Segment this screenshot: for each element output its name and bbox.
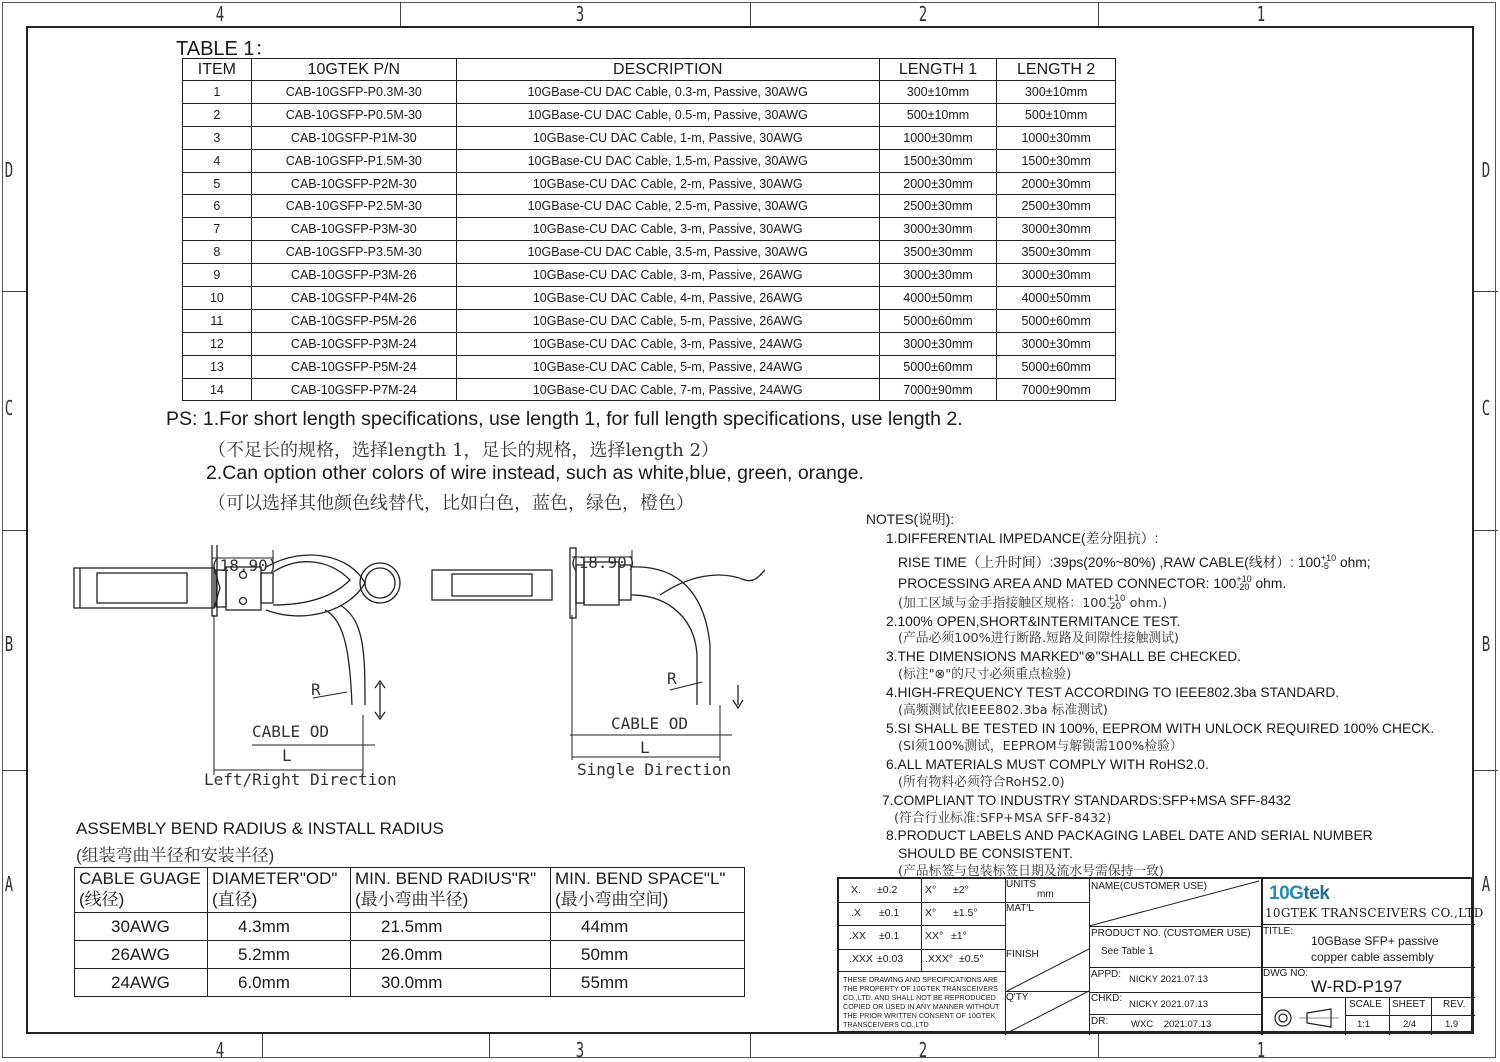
cell-item: 6 bbox=[183, 195, 252, 218]
cell-item: 1 bbox=[183, 81, 252, 104]
table-row bbox=[183, 264, 1116, 287]
zone-label-top: 3 bbox=[575, 2, 585, 26]
header-diameter bbox=[208, 868, 351, 913]
note-7: 7.COMPLIANT TO INDUSTRY STANDARDS:SFP+MSA SFF-8432 bbox=[882, 792, 1292, 808]
revision-label: REV. bbox=[1443, 999, 1466, 1010]
drawing-number-label: DWG NO: bbox=[1263, 968, 1308, 979]
cell-item: 8 bbox=[183, 241, 252, 264]
cell-length2: 4000±50mm bbox=[997, 287, 1116, 310]
drawing-title-line2: copper cable assembly bbox=[1311, 950, 1434, 964]
cell-description: 10GBase-CU DAC Cable, 5-m, Passive, 26AWG bbox=[456, 309, 879, 332]
sheet-label: SHEET bbox=[1392, 999, 1426, 1010]
drain-wire bbox=[660, 570, 765, 595]
scale-label: SCALE bbox=[1349, 999, 1382, 1010]
cell-item: 2 bbox=[183, 103, 252, 126]
tol-linear-3-value: ±0.03 bbox=[877, 953, 904, 965]
table-row bbox=[183, 103, 1116, 126]
cell-length1: 3000±30mm bbox=[879, 264, 997, 287]
drawn-value: WXC 2021.07.13 bbox=[1131, 1019, 1212, 1030]
tol-angular-1-value: ±1.5° bbox=[953, 907, 978, 919]
note-4: 4.HIGH-FREQUENCY TEST ACCORDING TO IEEE802.3ba STANDARD. bbox=[886, 685, 1340, 701]
zone-label-side: A bbox=[4, 872, 14, 896]
cell-item: 7 bbox=[183, 218, 252, 241]
cell-item: 12 bbox=[183, 332, 252, 355]
header-cn: (线径) bbox=[79, 890, 125, 909]
zone-label-side: C bbox=[1481, 396, 1491, 420]
cell-length1: 3500±30mm bbox=[879, 241, 997, 264]
cell-description: 10GBase-CU DAC Cable, 1.5-m, Passive, 30AWG bbox=[456, 149, 879, 172]
table-row bbox=[183, 241, 1116, 264]
ps-note-1: PS: 1.For short length specifications, use length 1, for full length specifications, use length 2. bbox=[166, 408, 963, 430]
right-dimension-label: (18.90) bbox=[569, 553, 637, 572]
bend-row bbox=[75, 941, 745, 969]
cell-length2: 2500±30mm bbox=[997, 195, 1116, 218]
zone-divider bbox=[750, 2, 751, 26]
note-5: 5.SI SHALL BE TESTED IN 100%, EEPROM WITH UNLOCK REQUIRED 100% CHECK. bbox=[886, 720, 1435, 736]
cell-length2: 3000±30mm bbox=[997, 264, 1116, 287]
cell-length1: 3000±30mm bbox=[879, 218, 997, 241]
note-8-cont: SHOULD BE CONSISTENT. bbox=[898, 846, 1073, 862]
note-6-cn: (所有物料必须符合RoHS2.0) bbox=[898, 774, 1065, 790]
tol-linear-1: .X bbox=[851, 907, 861, 919]
cell-part-number: CAB-10GSFP-P3M-26 bbox=[251, 264, 456, 287]
cell-description: 10GBase-CU DAC Cable, 0.3-m, Passive, 30AWG bbox=[456, 81, 879, 104]
cell-bend-space: 44mm bbox=[551, 913, 745, 941]
zone-label-side: D bbox=[4, 158, 14, 182]
zone-divider bbox=[2, 530, 26, 531]
zone-label-top: 1 bbox=[1256, 2, 1266, 26]
zone-label-side: A bbox=[1481, 872, 1491, 896]
right-drawing-caption: Single Direction bbox=[577, 760, 732, 779]
table-row bbox=[183, 332, 1116, 355]
note-text: PROCESSING AREA AND MATED CONNECTOR: 100 bbox=[898, 575, 1237, 591]
cell-description: 10GBase-CU DAC Cable, 2.5-m, Passive, 30AWG bbox=[456, 195, 879, 218]
table-row bbox=[183, 149, 1116, 172]
cell-length1: 1000±30mm bbox=[879, 126, 997, 149]
zone-divider bbox=[1098, 1034, 1099, 1058]
note-8: 8.PRODUCT LABELS AND PACKAGING LABEL DATE AND SERIAL NUMBER bbox=[886, 828, 1373, 844]
sfp-module-body bbox=[74, 568, 214, 608]
drawn-label: DR: bbox=[1091, 1016, 1109, 1027]
cell-bend-radius: 21.5mm bbox=[351, 913, 551, 941]
header-cable-gauge bbox=[75, 868, 208, 913]
cell-part-number: CAB-10GSFP-P3M-24 bbox=[251, 332, 456, 355]
notes-section bbox=[866, 511, 1434, 881]
cell-description: 10GBase-CU DAC Cable, 5-m, Passive, 24AWG bbox=[456, 355, 879, 378]
table-row bbox=[183, 172, 1116, 195]
cell-length2: 3500±30mm bbox=[997, 241, 1116, 264]
note-1-rise-time bbox=[866, 554, 1434, 572]
table-row bbox=[183, 81, 1116, 104]
note-2: 2.100% OPEN,SHORT&INTERMITANCE TEST. bbox=[886, 613, 1181, 629]
cell-description: 10GBase-CU DAC Cable, 7-m, Passive, 24AWG bbox=[456, 378, 879, 401]
cell-description: 10GBase-CU DAC Cable, 2-m, Passive, 30AWG bbox=[456, 172, 879, 195]
tol-angular-0: X° bbox=[925, 884, 937, 896]
zone-divider bbox=[1474, 770, 1498, 771]
tolerance-lower: -5 bbox=[1320, 560, 1329, 571]
header-cn: (最小弯曲空间) bbox=[555, 890, 669, 909]
cell-item: 9 bbox=[183, 264, 252, 287]
header-pn: 10GTEK P/N bbox=[251, 59, 456, 81]
cable-loop bbox=[273, 562, 350, 605]
module-label-area bbox=[97, 573, 187, 603]
ps-note-1-cn: （不足长的规格，选择length 1，足长的规格，选择length 2） bbox=[208, 440, 720, 461]
copyright-notice: THESE DRAWING AND SPECIFICATIONS ARE THE PROPERTY OF 10GTEK TRANSCEIVERS CO.,LTD. AND SHALL NOT BE REPRODUCED COPIED OR USED IN ANY MANNER WITHOUT THE PRIOR WRITTEN CONSENT OF 10GTEK TRANSCEIVERS CO.,LTD bbox=[843, 975, 1000, 1029]
product-no-label: PRODUCT NO. (CUSTOMER USE) bbox=[1091, 928, 1251, 939]
zone-divider bbox=[262, 1034, 263, 1058]
tol-linear-2: .XX bbox=[849, 930, 866, 942]
tol-linear-3: .XXX bbox=[849, 953, 873, 965]
cell-description: 10GBase-CU DAC Cable, 3-m, Passive, 30AWG bbox=[456, 218, 879, 241]
zone-label-side: C bbox=[4, 396, 14, 420]
cell-diameter: 6.0mm bbox=[208, 969, 351, 997]
left-radius-label: R bbox=[311, 680, 321, 699]
tol-angular-3-value: ±0.5° bbox=[959, 953, 984, 965]
zone-label-side: B bbox=[1481, 632, 1491, 656]
cell-part-number: CAB-10GSFP-P3M-30 bbox=[251, 218, 456, 241]
zone-divider bbox=[750, 1034, 751, 1058]
left-right-direction-drawing bbox=[60, 545, 420, 795]
tol-angular-0-value: ±2° bbox=[953, 884, 969, 896]
note-2-cn: (产品必须100%进行断路.短路及间隙性接触测试) bbox=[898, 631, 1179, 647]
cell-length1: 5000±60mm bbox=[879, 355, 997, 378]
cell-part-number: CAB-10GSFP-P2M-30 bbox=[251, 172, 456, 195]
bend-row bbox=[75, 913, 745, 941]
header-en: CABLE GUAGE bbox=[79, 869, 201, 888]
cell-item: 3 bbox=[183, 126, 252, 149]
table-row bbox=[183, 126, 1116, 149]
cell-item: 10 bbox=[183, 287, 252, 310]
checked-value: NICKY 2021.07.13 bbox=[1129, 999, 1209, 1010]
zone-divider bbox=[1474, 530, 1498, 531]
cell-description: 10GBase-CU DAC Cable, 3-m, Passive, 24AWG bbox=[456, 332, 879, 355]
tolerance-upper: +10 bbox=[1320, 552, 1337, 563]
zone-divider bbox=[489, 1034, 490, 1058]
checked-label: CHKD: bbox=[1091, 993, 1123, 1004]
table-row bbox=[183, 195, 1116, 218]
note-3: 3.THE DIMENSIONS MARKED"⊗"SHALL BE CHECKED. bbox=[886, 649, 1242, 665]
cell-length2: 300±10mm bbox=[997, 81, 1116, 104]
note-1-cn bbox=[866, 595, 1434, 613]
company-name: 10GTEK TRANSCEIVERS CO.,LTD bbox=[1265, 906, 1484, 920]
cell-gauge: 30AWG bbox=[75, 913, 208, 941]
finish-label: FINISH bbox=[1006, 949, 1039, 960]
ps-note-2: 2.Can option other colors of wire instead, such as white,blue, green, orange. bbox=[206, 462, 864, 484]
cell-length2: 500±10mm bbox=[997, 103, 1116, 126]
cell-bend-radius: 30.0mm bbox=[351, 969, 551, 997]
approved-label: APPD: bbox=[1091, 969, 1122, 980]
zone-label-bottom: 2 bbox=[918, 1038, 928, 1062]
tol-linear-2-value: ±0.1 bbox=[879, 930, 900, 942]
zone-divider bbox=[400, 2, 401, 26]
tol-linear-1-value: ±0.1 bbox=[879, 907, 900, 919]
cell-part-number: CAB-10GSFP-P3.5M-30 bbox=[251, 241, 456, 264]
note-8-cn: (产品标签与包装标签日期及流水号需保持一致) bbox=[898, 864, 1164, 880]
left-cable-od-label: CABLE OD bbox=[252, 722, 330, 741]
approved-value: NICKY 2021.07.13 bbox=[1129, 974, 1209, 985]
header-en: DIAMETER"OD" bbox=[212, 869, 338, 888]
cell-part-number: CAB-10GSFP-P2.5M-30 bbox=[251, 195, 456, 218]
header-bend-space bbox=[551, 868, 745, 913]
cell-length1: 300±10mm bbox=[879, 81, 997, 104]
cell-part-number: CAB-10GSFP-P7M-24 bbox=[251, 378, 456, 401]
company-logo bbox=[1269, 883, 1329, 905]
name-customer-label: NAME(CUSTOMER USE) bbox=[1091, 881, 1207, 892]
tol-angular-2-value: ±1° bbox=[951, 930, 967, 942]
header-description: DESCRIPTION bbox=[456, 59, 879, 81]
zone-label-bottom: 4 bbox=[215, 1038, 225, 1062]
note-6: 6.ALL MATERIALS MUST COMPLY WITH RoHS2.0. bbox=[886, 756, 1209, 772]
tol-angular-3: .XXX° bbox=[925, 953, 954, 965]
cell-description: 10GBase-CU DAC Cable, 0.5-m, Passive, 30AWG bbox=[456, 103, 879, 126]
right-length-label: L bbox=[640, 738, 650, 757]
note-text: (加工区域与金手指接触区规格：100 bbox=[898, 595, 1107, 611]
cell-part-number: CAB-10GSFP-P0.5M-30 bbox=[251, 103, 456, 126]
cell-description: 10GBase-CU DAC Cable, 1-m, Passive, 30AWG bbox=[456, 126, 879, 149]
table-row bbox=[183, 309, 1116, 332]
cell-length2: 7000±90mm bbox=[997, 378, 1116, 401]
cell-bend-space: 50mm bbox=[551, 941, 745, 969]
header-en: MIN. BEND RADIUS"R" bbox=[355, 869, 537, 888]
zone-divider bbox=[1098, 2, 1099, 26]
header-cn: (直径) bbox=[212, 890, 258, 909]
cell-length1: 5000±60mm bbox=[879, 309, 997, 332]
cell-length2: 5000±60mm bbox=[997, 309, 1116, 332]
table-row bbox=[183, 218, 1116, 241]
bend-row bbox=[75, 969, 745, 997]
tol-angular-1: X° bbox=[925, 907, 937, 919]
note-1-processing-area bbox=[866, 575, 1434, 593]
cell-length1: 3000±30mm bbox=[879, 332, 997, 355]
cell-part-number: CAB-10GSFP-P5M-26 bbox=[251, 309, 456, 332]
cell-item: 5 bbox=[183, 172, 252, 195]
drawing-title-line1: 10GBase SFP+ passive bbox=[1311, 934, 1439, 948]
tolerance-upper: +10 bbox=[1106, 593, 1126, 604]
product-no-value: See Table 1 bbox=[1101, 946, 1154, 957]
table-header-row bbox=[183, 59, 1116, 81]
cell-bend-radius: 26.0mm bbox=[351, 941, 551, 969]
zone-label-top: 2 bbox=[918, 2, 928, 26]
cell-length2: 2000±30mm bbox=[997, 172, 1116, 195]
cell-bend-space: 55mm bbox=[551, 969, 745, 997]
units-value: mm bbox=[1037, 889, 1054, 900]
single-direction-drawing bbox=[420, 545, 780, 795]
cell-diameter: 4.3mm bbox=[208, 913, 351, 941]
cell-part-number: CAB-10GSFP-P1M-30 bbox=[251, 126, 456, 149]
zone-divider bbox=[2, 291, 26, 292]
cell-part-number: CAB-10GSFP-P4M-26 bbox=[251, 287, 456, 310]
cell-gauge: 24AWG bbox=[75, 969, 208, 997]
header-en: MIN. BEND SPACE"L" bbox=[555, 869, 726, 888]
units-label: UNITS bbox=[1006, 879, 1036, 890]
tolerance-upper: +10 bbox=[1236, 573, 1252, 584]
title-label: TITLE: bbox=[1263, 926, 1294, 937]
quantity-label: Q'TY bbox=[1006, 992, 1029, 1003]
note-text: ohm.) bbox=[1125, 595, 1168, 611]
table1-title: TABLE 1： bbox=[176, 38, 275, 60]
material-label: MAT'L bbox=[1006, 903, 1034, 914]
zone-label-bottom: 1 bbox=[1256, 1038, 1266, 1062]
header-cn: (最小弯曲半径) bbox=[355, 890, 469, 909]
zone-divider bbox=[2, 770, 26, 771]
header-bend-radius bbox=[351, 868, 551, 913]
cell-length2: 1500±30mm bbox=[997, 149, 1116, 172]
note-7-cn: (符合行业标准:SFP+MSA SFF-8432) bbox=[894, 810, 1112, 826]
cell-item: 4 bbox=[183, 149, 252, 172]
cell-diameter: 5.2mm bbox=[208, 941, 351, 969]
drawing-number: W-RD-P197 bbox=[1311, 977, 1403, 996]
cell-length1: 2000±30mm bbox=[879, 172, 997, 195]
cell-length2: 1000±30mm bbox=[997, 126, 1116, 149]
cell-length1: 7000±90mm bbox=[879, 378, 997, 401]
zone-divider bbox=[1474, 291, 1498, 292]
logo-part: tek bbox=[1303, 883, 1330, 904]
bend-radius-table bbox=[74, 867, 745, 997]
table-row bbox=[183, 378, 1116, 401]
zone-label-top: 4 bbox=[215, 2, 225, 26]
note-1: 1.DIFFERENTIAL IMPEDANCE(差分阻抗）: bbox=[886, 530, 1159, 546]
note-text: ohm; bbox=[1336, 554, 1371, 570]
cell-part-number: CAB-10GSFP-P5M-24 bbox=[251, 355, 456, 378]
left-dimension-label: (18.90) bbox=[210, 556, 278, 575]
down-arrow-icon bbox=[733, 685, 743, 708]
header-item: ITEM bbox=[183, 59, 252, 81]
cell-length2: 3000±30mm bbox=[997, 332, 1116, 355]
cell-length2: 3000±30mm bbox=[997, 218, 1116, 241]
bend-radius-title: ASSEMBLY BEND RADIUS & INSTALL RADIUS bbox=[76, 819, 444, 838]
cell-item: 11 bbox=[183, 309, 252, 332]
bidirectional-arrow-icon bbox=[375, 681, 385, 719]
cell-description: 10GBase-CU DAC Cable, 3.5-m, Passive, 30AWG bbox=[456, 241, 879, 264]
zone-label-side: D bbox=[1481, 158, 1491, 182]
tol-angular-2: XX° bbox=[925, 930, 944, 942]
cell-length2: 5000±60mm bbox=[997, 355, 1116, 378]
table-row bbox=[183, 355, 1116, 378]
cell-part-number: CAB-10GSFP-P0.3M-30 bbox=[251, 81, 456, 104]
table-row bbox=[183, 287, 1116, 310]
cell-item: 14 bbox=[183, 378, 252, 401]
left-drawing-caption: Left/Right Direction bbox=[204, 770, 397, 789]
tol-linear-0-value: ±0.2 bbox=[877, 884, 898, 896]
cell-description: 10GBase-CU DAC Cable, 3-m, Passive, 26AWG bbox=[456, 264, 879, 287]
note-3-cn: (标注"⊗"的尺寸必须重点检验) bbox=[898, 667, 1072, 683]
scale-value: 1:1 bbox=[1357, 1019, 1371, 1030]
cell-length1: 4000±50mm bbox=[879, 287, 997, 310]
cell-length1: 500±10mm bbox=[879, 103, 997, 126]
bend-header-row bbox=[75, 868, 745, 913]
title-block bbox=[837, 877, 1484, 1033]
bent-cable bbox=[325, 610, 352, 705]
cable-coil bbox=[360, 563, 400, 603]
tolerance-lower: -20 bbox=[1236, 581, 1250, 592]
note-text: RISE TIME（上升时间）:39ps(20%~80%) ,RAW CABLE(线材）: 100 bbox=[898, 554, 1321, 570]
cell-part-number: CAB-10GSFP-P1.5M-30 bbox=[251, 149, 456, 172]
cell-item: 13 bbox=[183, 355, 252, 378]
right-cable-od-label: CABLE OD bbox=[611, 714, 689, 733]
cell-gauge: 26AWG bbox=[75, 941, 208, 969]
header-length2: LENGTH 2 bbox=[997, 59, 1116, 81]
logo-part: 10G bbox=[1269, 883, 1304, 904]
notes-title: NOTES(说明): bbox=[866, 512, 955, 527]
cell-description: 10GBase-CU DAC Cable, 4-m, Passive, 26AWG bbox=[456, 287, 879, 310]
projection-symbol-icon bbox=[1271, 1005, 1341, 1031]
part-number-table bbox=[182, 58, 1116, 401]
tolerance-lower: -20 bbox=[1106, 601, 1122, 612]
zone-label-side: B bbox=[4, 632, 14, 656]
note-5-cn: (SI须100%测试，EEPROM与解锁需100%检验） bbox=[898, 738, 1183, 754]
note-text: ohm. bbox=[1251, 575, 1287, 591]
module-label-area bbox=[452, 574, 532, 596]
note-4-cn: (高频测试依IEEE802.3ba 标准测试) bbox=[898, 703, 1108, 719]
right-radius-label: R bbox=[667, 669, 677, 688]
left-length-label: L bbox=[282, 746, 292, 765]
ps-note-2-cn: （可以选择其他颜色线替代，比如白色，蓝色，绿色，橙色） bbox=[208, 493, 694, 514]
header-length1: LENGTH 1 bbox=[879, 59, 997, 81]
zone-label-bottom: 3 bbox=[575, 1038, 585, 1062]
bend-radius-title-cn: (组装弯曲半径和安装半径) bbox=[76, 846, 275, 865]
tol-linear-0: X. bbox=[851, 884, 861, 896]
cell-length1: 2500±30mm bbox=[879, 195, 997, 218]
cell-length1: 1500±30mm bbox=[879, 149, 997, 172]
revision-value: 1.9 bbox=[1445, 1019, 1459, 1030]
sheet-value: 2/4 bbox=[1403, 1019, 1417, 1030]
